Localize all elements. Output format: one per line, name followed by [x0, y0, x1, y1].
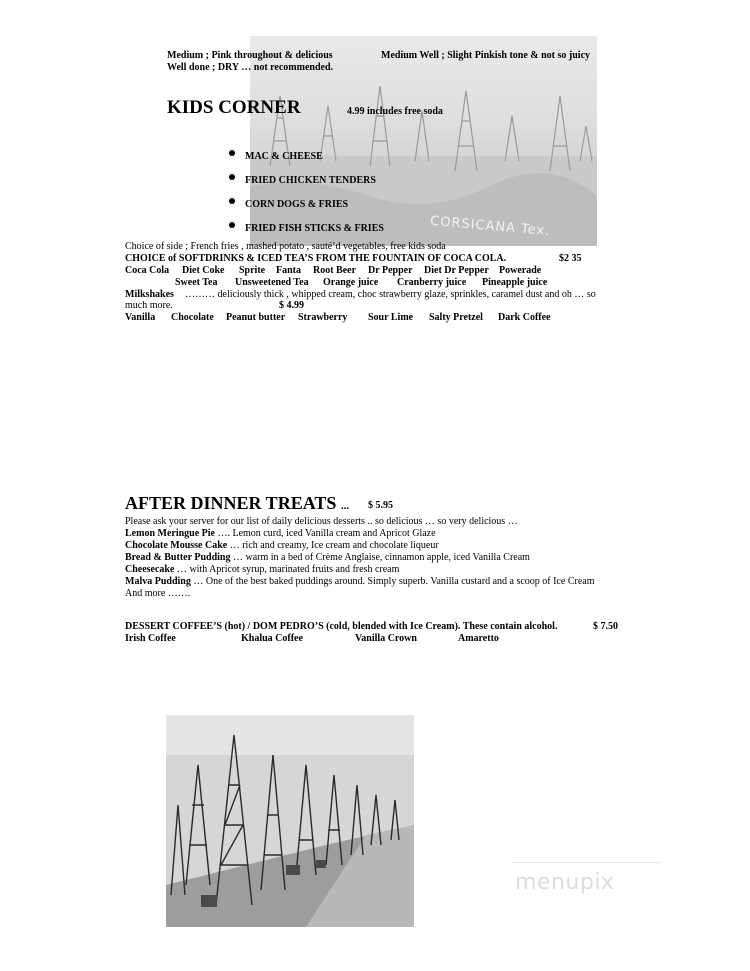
drink-item: Sprite [239, 265, 266, 276]
coffee-item: Vanilla Crown [355, 633, 417, 644]
milkshake-flavor: Sour Lime [368, 312, 414, 323]
treats-intro: Please ask your server for our list of daily delicious desserts .. so delicious … so very delicious … [125, 516, 518, 527]
kids-corner-price: 4.99 includes free soda [347, 106, 443, 117]
coffee-item: Khalua Coffee [241, 633, 303, 644]
dessert-item [125, 552, 530, 563]
kids-item: CORN DOGS & FRIES [245, 199, 349, 210]
dessert-item [125, 564, 399, 575]
kids-item: FRIED CHICKEN TENDERS [245, 175, 376, 186]
drink-item: Diet Coke [182, 265, 225, 276]
drink-item: Sweet Tea [175, 277, 218, 288]
coffee-item: Irish Coffee [125, 633, 176, 644]
dessert-name: Malva Pudding [125, 576, 191, 587]
drink-item: Root Beer [313, 265, 357, 276]
milkshakes-description-cont: much more. [125, 300, 173, 311]
dessert-item [125, 576, 594, 587]
dessert-name: Bread & Butter Pudding [125, 552, 231, 563]
milkshakes-price: $ 4.99 [279, 300, 304, 311]
drink-item: Orange juice [323, 277, 379, 288]
kids-item: MAC & CHEESE [245, 151, 323, 162]
doneness-medium-well: Medium Well ; Slight Pinkish tone & not so juicy [381, 50, 591, 61]
coffees-title: DESSERT COFFEE’S (hot) / DOM PEDRO’S (cold, blended with Ice Cream). These contain alcohol. [125, 621, 558, 632]
drink-item: Fanta [276, 265, 301, 276]
watermark-divider [512, 862, 662, 863]
historic-oil-derricks-photo [166, 715, 414, 927]
treats-price: $ 5.95 [368, 500, 393, 511]
dessert-desc: … with Apricot syrup, marinated fruits and fresh cream [174, 564, 400, 575]
milkshake-flavor: Chocolate [171, 312, 214, 323]
milkshake-flavor: Vanilla [125, 312, 156, 323]
drink-item: Unsweetened Tea [235, 277, 309, 288]
dessert-name: Lemon Meringue Pie [125, 528, 215, 539]
milkshake-flavor: Dark Coffee [498, 312, 551, 323]
doneness-well-done: Well done ; DRY … not recommended. [167, 62, 334, 73]
treats-more: And more ……. [125, 588, 191, 599]
drink-item: Dr Pepper [368, 265, 413, 276]
dessert-desc: … One of the best baked puddings around. Simply superb. Vanilla custard and a scoop of Ice Cream [190, 576, 595, 587]
treats-title-suffix: ... [340, 500, 350, 512]
milkshake-flavor: Peanut butter [226, 312, 286, 323]
bullet-icon [229, 222, 235, 228]
drink-item: Powerade [499, 265, 542, 276]
dessert-desc: …. Lemon curd, iced Vanilla cream and Apricot Glaze [214, 528, 436, 539]
drink-item: Diet Dr Pepper [424, 265, 489, 276]
dessert-name: Cheesecake [125, 564, 175, 575]
bullet-icon [229, 198, 235, 204]
dessert-name: Chocolate Mousse Cake [125, 540, 228, 551]
drinks-price: $2 35 [559, 253, 582, 264]
bullet-icon [229, 150, 235, 156]
milkshake-flavor: Strawberry [298, 312, 348, 323]
dessert-desc: … rich and creamy, Ice cream and chocolate liqueur [227, 540, 439, 551]
milkshakes-description: ……… deliciously thick , whipped cream, choc strawberry glaze, sprinkles, caramel dust and oh … so [185, 289, 596, 300]
dessert-desc: … warm in a bed of Crème Anglaise, cinnamon apple, iced Vanilla Cream [230, 552, 530, 563]
kids-corner-title: KIDS CORNER [167, 97, 301, 118]
drink-item: Pineapple juice [482, 277, 548, 288]
after-dinner-treats-title [125, 493, 349, 514]
dessert-item [125, 540, 439, 551]
coffee-item: Amaretto [458, 633, 499, 644]
treats-title-text: AFTER DINNER TREATS [125, 493, 337, 513]
drink-item: Coca Cola [125, 265, 170, 276]
drink-item: Cranberry juice [397, 277, 467, 288]
photo-caption: CORSICANA Tex. [429, 213, 551, 240]
milkshake-flavor: Salty Pretzel [429, 312, 483, 323]
kids-item: FRIED FISH STICKS & FRIES [245, 223, 384, 234]
kids-side-note: Choice of side ; French fries , mashed potato , sauté’d vegetables, free kids soda [125, 241, 446, 252]
bullet-icon [229, 174, 235, 180]
doneness-medium: Medium ; Pink throughout & delicious [167, 50, 333, 61]
coffees-price: $ 7.50 [593, 621, 618, 632]
milkshakes-label: Milkshakes [125, 289, 174, 300]
dessert-item [125, 528, 436, 539]
drinks-title: CHOICE of SOFTDRINKS & ICED TEA’S FROM THE FOUNTAIN OF COCA COLA. [125, 253, 507, 264]
menupix-watermark: menupix [515, 870, 615, 895]
